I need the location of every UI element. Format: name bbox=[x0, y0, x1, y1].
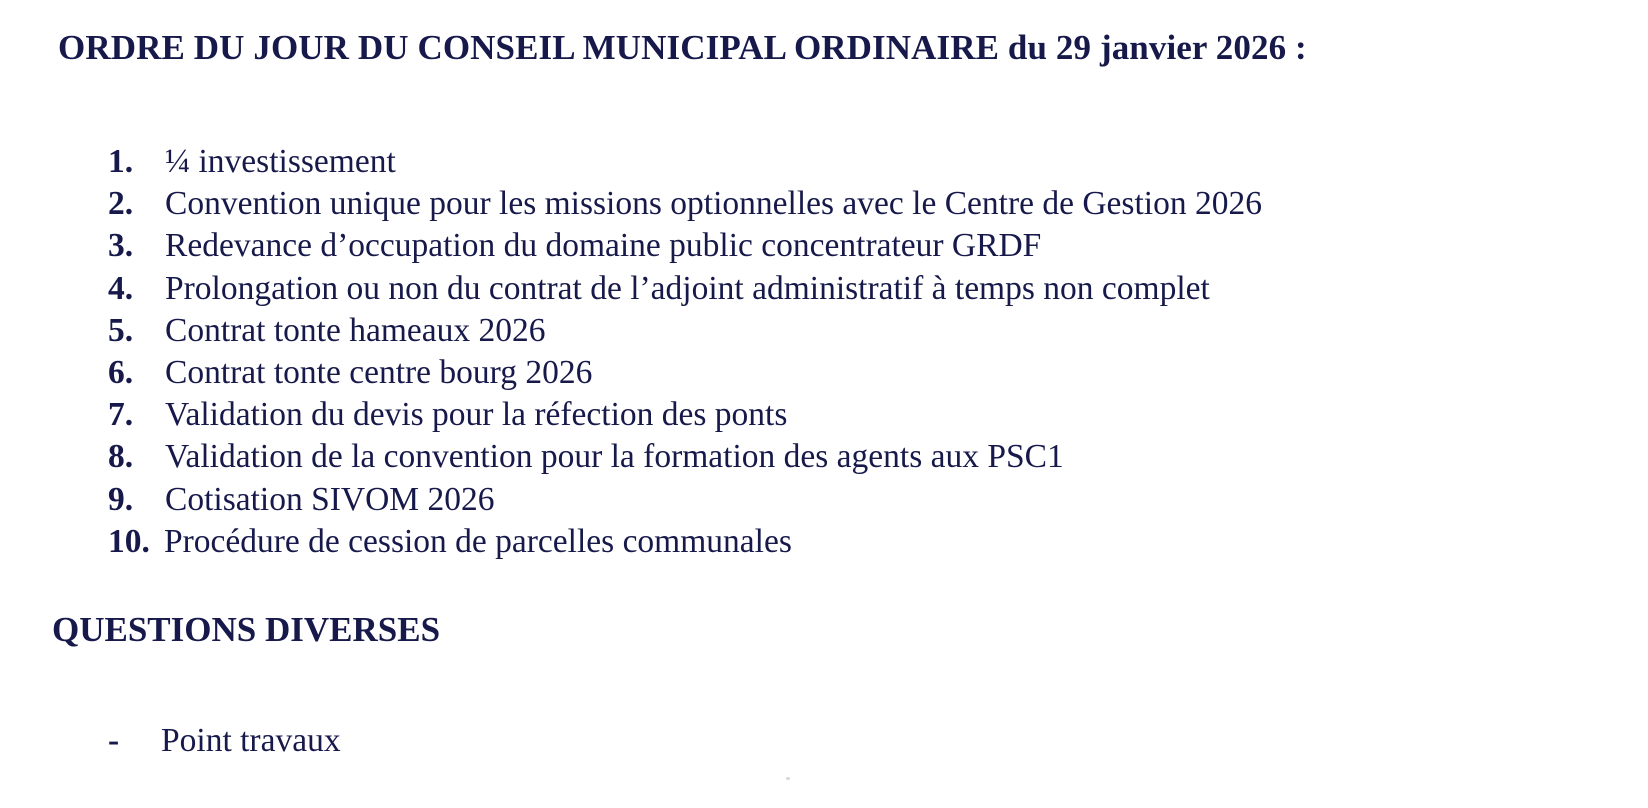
agenda-item-number: 4. bbox=[108, 269, 134, 307]
agenda-item-text: Contrat tonte centre bourg 2026 bbox=[165, 353, 593, 391]
agenda-item-number: 7. bbox=[108, 396, 134, 434]
agenda-item bbox=[108, 394, 1262, 436]
agenda-item bbox=[108, 521, 1262, 563]
agenda-item-text: Cotisation SIVOM 2026 bbox=[165, 480, 495, 518]
questions-list bbox=[108, 720, 341, 762]
agenda-item-number: 9. bbox=[108, 480, 134, 518]
agenda-item-number: 5. bbox=[108, 311, 134, 349]
agenda-item bbox=[108, 436, 1262, 478]
agenda-item-number: 3. bbox=[108, 227, 134, 265]
questions-diverses-title: QUESTIONS DIVERSES bbox=[52, 610, 441, 649]
agenda-item-text: ¼ investissement bbox=[165, 143, 396, 180]
agenda-item-text: Prolongation ou non du contrat de l’adjoint administratif à temps non complet bbox=[165, 269, 1210, 307]
scan-artifact bbox=[786, 777, 790, 780]
agenda-item-number: 1. bbox=[108, 143, 134, 180]
agenda-item-text: Contrat tonte hameaux 2026 bbox=[165, 311, 546, 349]
question-item-text: Point travaux bbox=[161, 722, 341, 759]
agenda-item-text: Convention unique pour les missions optionnelles avec le Centre de Gestion 2026 bbox=[165, 185, 1262, 223]
agenda-item-text: Procédure de cession de parcelles communales bbox=[164, 522, 792, 560]
agenda-item-text: Validation du devis pour la réfection des ponts bbox=[165, 396, 788, 434]
agenda-item bbox=[108, 183, 1262, 225]
agenda-item-text: Redevance d’occupation du domaine public concentrateur GRDF bbox=[165, 227, 1042, 265]
agenda-item-number: 10. bbox=[108, 522, 150, 560]
agenda-item bbox=[108, 268, 1262, 310]
dash-marker: - bbox=[108, 722, 120, 759]
agenda-item-number: 2. bbox=[108, 185, 134, 223]
agenda-list bbox=[108, 141, 1262, 563]
agenda-item bbox=[108, 479, 1262, 521]
agenda-item bbox=[108, 225, 1262, 267]
agenda-item bbox=[108, 352, 1262, 394]
agenda-item-number: 6. bbox=[108, 353, 134, 391]
agenda-item-text: Validation de la convention pour la formation des agents aux PSC1 bbox=[165, 438, 1064, 476]
page-title: ORDRE DU JOUR DU CONSEIL MUNICIPAL ORDINAIRE du 29 janvier 2026 : bbox=[58, 28, 1307, 67]
list-item bbox=[108, 720, 341, 762]
agenda-item bbox=[108, 141, 1262, 183]
agenda-item-number: 8. bbox=[108, 438, 134, 476]
agenda-item bbox=[108, 310, 1262, 352]
